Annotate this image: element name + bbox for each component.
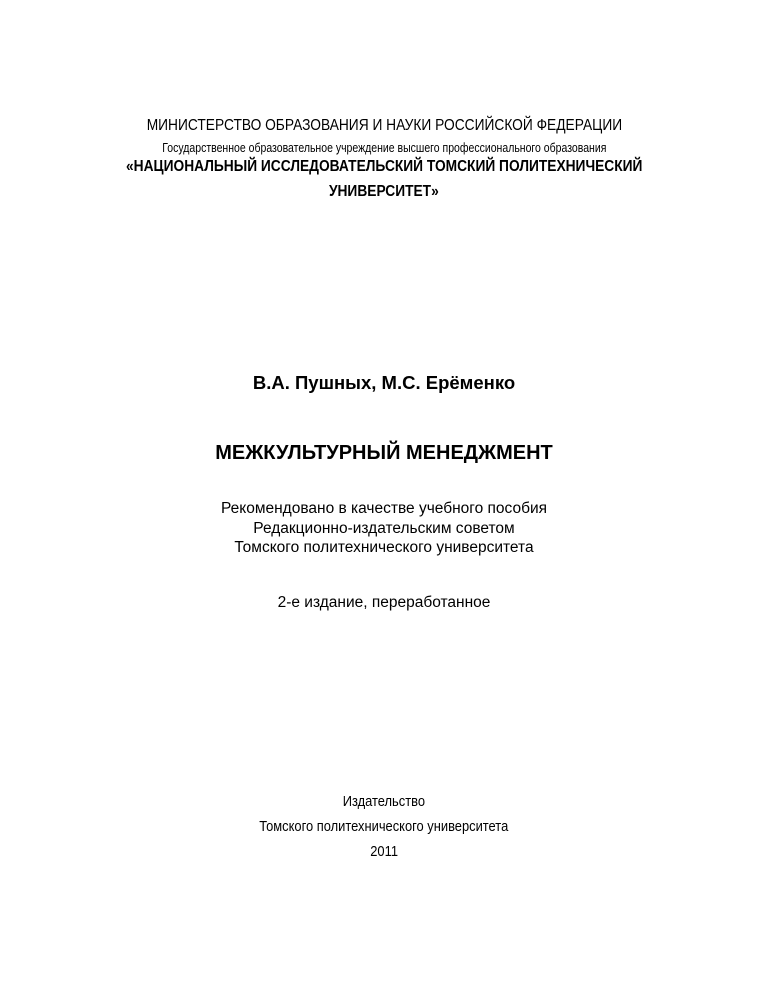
recommendation-line-3: Томского политехнического университета (234, 539, 534, 556)
publisher-line-1 (0, 793, 768, 810)
publisher-line-2 (0, 818, 768, 835)
ministry-name-text: МИНИСТЕРСТВО ОБРАЗОВАНИЯ И НАУКИ РОССИЙСКОЙ ФЕДЕРАЦИИ (146, 117, 622, 134)
publisher-line-1-text: Издательство (342, 793, 426, 810)
university-name-line-2 (0, 183, 768, 201)
publication-year (0, 843, 768, 860)
institution-type (0, 141, 768, 155)
university-name-line-2-text: УНИВЕРСИТЕТ» (329, 183, 439, 200)
university-name-line-1 (0, 158, 768, 176)
publisher-line-2-text: Томского политехнического университета (259, 818, 509, 835)
recommendation-line-1: Рекомендовано в качестве учебного пособия (220, 500, 548, 517)
book-authors: В.А. Пушных, М.С. Ерёменко (252, 372, 516, 393)
book-title: МЕЖКУЛЬТУРНЫЙ МЕНЕДЖМЕНТ (215, 442, 553, 464)
edition-note: 2-е издание, переработанное (277, 594, 491, 611)
publication-year-text: 2011 (370, 843, 398, 860)
university-name-line-1-text: «НАЦИОНАЛЬНЫЙ ИССЛЕДОВАТЕЛЬСКИЙ ТОМСКИЙ ПОЛИТЕХНИЧЕСКИЙ (125, 158, 643, 175)
recommendation-line-2: Редакционно-издательским советом (253, 520, 515, 537)
institution-type-text: Государственное образовательное учреждение высшего профессионального образования (161, 141, 607, 155)
ministry-name (0, 117, 768, 135)
